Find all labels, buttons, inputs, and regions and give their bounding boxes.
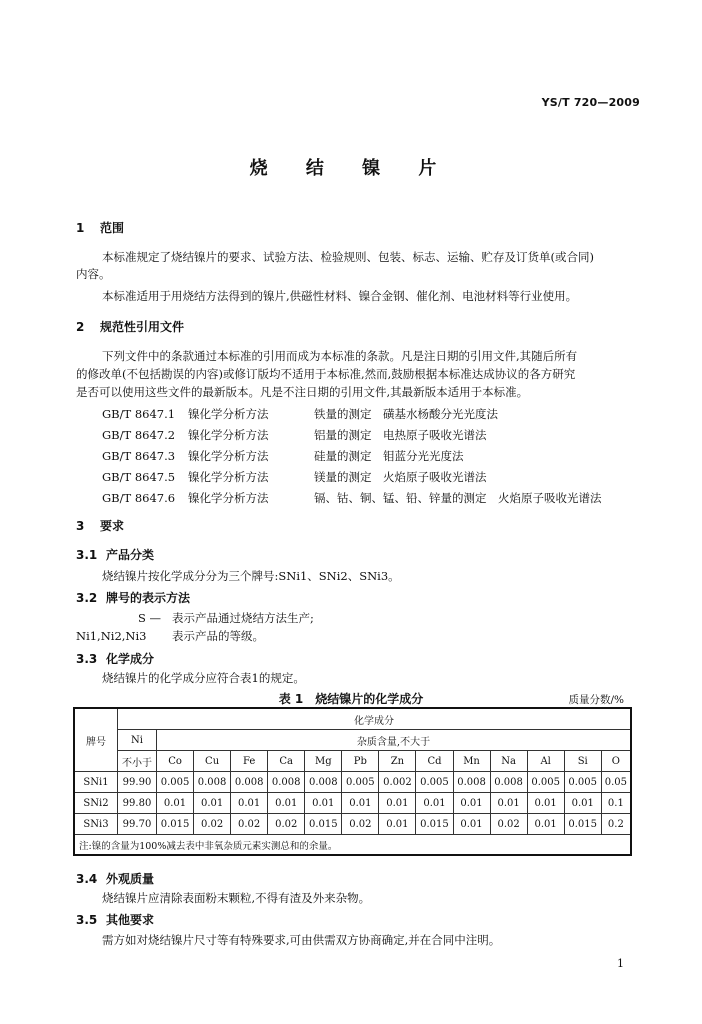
grade-cell: SNi3 bbox=[74, 814, 118, 835]
reference-code: GB/T 8647.3 bbox=[102, 449, 176, 463]
header-grade: 牌号 bbox=[74, 708, 118, 772]
value-cell: 0.01 bbox=[379, 793, 416, 814]
element-header: Cd bbox=[416, 751, 453, 772]
section-title: 化学成分 bbox=[106, 652, 155, 666]
value-cell: 0.008 bbox=[231, 772, 268, 793]
value-cell: 0.01 bbox=[268, 793, 305, 814]
paragraph: 是否可以使用这些文件的最新版本。凡是不注日期的引用文件,其最新版本适用于本标准。 bbox=[76, 385, 529, 399]
section-number: 3.5 bbox=[76, 913, 98, 927]
section-title: 规范性引用文件 bbox=[100, 320, 185, 334]
element-header: Co bbox=[157, 751, 194, 772]
header-ni: Ni bbox=[118, 730, 157, 751]
value-cell: 0.005 bbox=[564, 772, 601, 793]
reference-item bbox=[102, 490, 602, 506]
designation-text: 表示产品通过烧结方法生产; bbox=[172, 611, 314, 625]
header-min: 不小于 bbox=[118, 751, 157, 772]
table-row bbox=[74, 814, 631, 835]
value-cell: 0.01 bbox=[527, 814, 564, 835]
paragraph: 需方如对烧结镍片尺寸等有特殊要求,可由供需双方协商确定,并在合同中注明。 bbox=[102, 933, 501, 947]
element-header: Al bbox=[527, 751, 564, 772]
element-header: O bbox=[601, 751, 631, 772]
value-cell: 0.008 bbox=[490, 772, 527, 793]
value-cell: 0.01 bbox=[564, 793, 601, 814]
value-cell: 0.005 bbox=[157, 772, 194, 793]
value-cell: 0.2 bbox=[601, 814, 631, 835]
reference-topic: 铝量的测定 电热原子吸收光谱法 bbox=[314, 428, 487, 442]
document-title: 烧 结 镍 片 bbox=[249, 158, 453, 179]
section-number: 1 bbox=[76, 221, 85, 235]
value-cell: 0.005 bbox=[527, 772, 564, 793]
section-number: 3 bbox=[76, 519, 85, 533]
reference-name: 镍化学分析方法 bbox=[188, 449, 269, 463]
reference-item bbox=[102, 448, 464, 464]
value-cell: 0.01 bbox=[157, 793, 194, 814]
section-title: 范围 bbox=[100, 221, 125, 235]
section-title: 要求 bbox=[100, 519, 125, 533]
section-number: 2 bbox=[76, 320, 85, 334]
element-header: Fe bbox=[231, 751, 268, 772]
value-cell: 0.01 bbox=[527, 793, 564, 814]
grade-cell: SNi1 bbox=[74, 772, 118, 793]
value-cell: 0.02 bbox=[490, 814, 527, 835]
value-cell: 0.008 bbox=[194, 772, 231, 793]
table-caption: 表 1 烧结镍片的化学成分 bbox=[278, 692, 424, 706]
value-cell: 0.01 bbox=[416, 793, 453, 814]
value-cell: 0.015 bbox=[305, 814, 342, 835]
reference-item bbox=[102, 427, 487, 443]
subsection-3-5-heading bbox=[76, 911, 154, 928]
element-header: Mg bbox=[305, 751, 342, 772]
designation-label: Ni1,Ni2,Ni3 bbox=[76, 629, 147, 643]
standard-code: YS/T 720—2009 bbox=[541, 96, 640, 109]
reference-name: 镍化学分析方法 bbox=[188, 407, 269, 421]
reference-code: GB/T 8647.1 bbox=[102, 407, 176, 421]
ni-cell: 99.80 bbox=[118, 793, 157, 814]
designation-text: 表示产品的等级。 bbox=[172, 629, 264, 643]
subsection-3-1-heading bbox=[76, 546, 154, 563]
reference-topic: 镁量的测定 火焰原子吸收光谱法 bbox=[314, 470, 487, 484]
paragraph: 本标准适用于用烧结方法得到的镍片,供磁性材料、镍合金钢、催化剂、电池材料等行业使用。 bbox=[102, 289, 578, 303]
element-header: Si bbox=[564, 751, 601, 772]
table-unit: 质量分数/% bbox=[568, 694, 624, 706]
reference-name: 镍化学分析方法 bbox=[188, 491, 269, 505]
section-3-heading bbox=[76, 517, 124, 534]
section-title: 外观质量 bbox=[106, 872, 155, 886]
section-number: 3.1 bbox=[76, 548, 98, 562]
value-cell: 0.02 bbox=[268, 814, 305, 835]
element-header: Na bbox=[490, 751, 527, 772]
reference-item bbox=[102, 406, 498, 422]
value-cell: 0.015 bbox=[416, 814, 453, 835]
reference-code: GB/T 8647.5 bbox=[102, 470, 176, 484]
element-header: Pb bbox=[342, 751, 379, 772]
section-title: 产品分类 bbox=[106, 548, 155, 562]
reference-name: 镍化学分析方法 bbox=[188, 428, 269, 442]
value-cell: 0.008 bbox=[305, 772, 342, 793]
value-cell: 0.008 bbox=[268, 772, 305, 793]
page-number: 1 bbox=[617, 957, 624, 970]
header-impurity: 杂质含量,不大于 bbox=[157, 730, 632, 751]
header-composition: 化学成分 bbox=[118, 708, 632, 730]
reference-code: GB/T 8647.6 bbox=[102, 491, 176, 505]
ni-cell: 99.90 bbox=[118, 772, 157, 793]
ni-cell: 99.70 bbox=[118, 814, 157, 835]
reference-topic: 硅量的测定 钼蓝分光光度法 bbox=[314, 449, 464, 463]
value-cell: 0.01 bbox=[342, 793, 379, 814]
paragraph: 本标准规定了烧结镍片的要求、试验方法、检验规则、包装、标志、运输、贮存及订货单(或合同) bbox=[102, 250, 594, 264]
value-cell: 0.02 bbox=[194, 814, 231, 835]
value-cell: 0.002 bbox=[379, 772, 416, 793]
value-cell: 0.01 bbox=[305, 793, 342, 814]
value-cell: 0.015 bbox=[564, 814, 601, 835]
reference-name: 镍化学分析方法 bbox=[188, 470, 269, 484]
value-cell: 0.01 bbox=[453, 814, 490, 835]
value-cell: 0.01 bbox=[453, 793, 490, 814]
value-cell: 0.02 bbox=[342, 814, 379, 835]
chemical-composition-table bbox=[73, 707, 632, 856]
element-header: Ca bbox=[268, 751, 305, 772]
value-cell: 0.05 bbox=[601, 772, 631, 793]
table-row bbox=[74, 772, 631, 793]
reference-item bbox=[102, 469, 487, 485]
reference-code: GB/T 8647.2 bbox=[102, 428, 176, 442]
paragraph: 内容。 bbox=[76, 267, 111, 281]
element-header: Cu bbox=[194, 751, 231, 772]
value-cell: 0.008 bbox=[453, 772, 490, 793]
reference-topic: 铁量的测定 磺基水杨酸分光光度法 bbox=[314, 407, 498, 421]
table-note: 注:镍的含量为100%减去表中非氧杂质元素实测总和的余量。 bbox=[74, 835, 631, 856]
value-cell: 0.02 bbox=[231, 814, 268, 835]
designation-label: S — bbox=[138, 611, 162, 625]
section-2-heading bbox=[76, 318, 184, 335]
value-cell: 0.01 bbox=[490, 793, 527, 814]
reference-topic: 镉、钴、铜、锰、铅、锌量的测定 火焰原子吸收光谱法 bbox=[314, 491, 602, 505]
section-title: 牌号的表示方法 bbox=[106, 591, 191, 605]
section-number: 3.4 bbox=[76, 872, 98, 886]
section-number: 3.3 bbox=[76, 652, 98, 666]
value-cell: 0.005 bbox=[342, 772, 379, 793]
subsection-3-3-heading bbox=[76, 650, 154, 667]
element-header: Mn bbox=[453, 751, 490, 772]
table-row bbox=[74, 793, 631, 814]
section-title: 其他要求 bbox=[106, 913, 155, 927]
value-cell: 0.01 bbox=[231, 793, 268, 814]
value-cell: 0.01 bbox=[379, 814, 416, 835]
paragraph: 烧结镍片应清除表面粉末颗粒,不得有渣及外来杂物。 bbox=[102, 891, 371, 905]
value-cell: 0.015 bbox=[157, 814, 194, 835]
grade-cell: SNi2 bbox=[74, 793, 118, 814]
paragraph: 烧结镍片按化学成分分为三个牌号:SNi1、SNi2、SNi3。 bbox=[102, 569, 400, 583]
section-1-heading bbox=[76, 219, 124, 236]
element-header: Zn bbox=[379, 751, 416, 772]
value-cell: 0.1 bbox=[601, 793, 631, 814]
value-cell: 0.01 bbox=[194, 793, 231, 814]
section-number: 3.2 bbox=[76, 591, 98, 605]
subsection-3-2-heading bbox=[76, 589, 190, 606]
paragraph: 下列文件中的条款通过本标准的引用而成为本标准的条款。凡是注日期的引用文件,其随后所有 bbox=[102, 349, 578, 363]
value-cell: 0.005 bbox=[416, 772, 453, 793]
paragraph: 烧结镍片的化学成分应符合表1的规定。 bbox=[102, 671, 305, 685]
paragraph: 的修改单(不包括勘误的内容)或修订版均不适用于本标准,然而,鼓励根据本标准达成协议的各方研究 bbox=[76, 367, 576, 381]
subsection-3-4-heading bbox=[76, 870, 154, 887]
